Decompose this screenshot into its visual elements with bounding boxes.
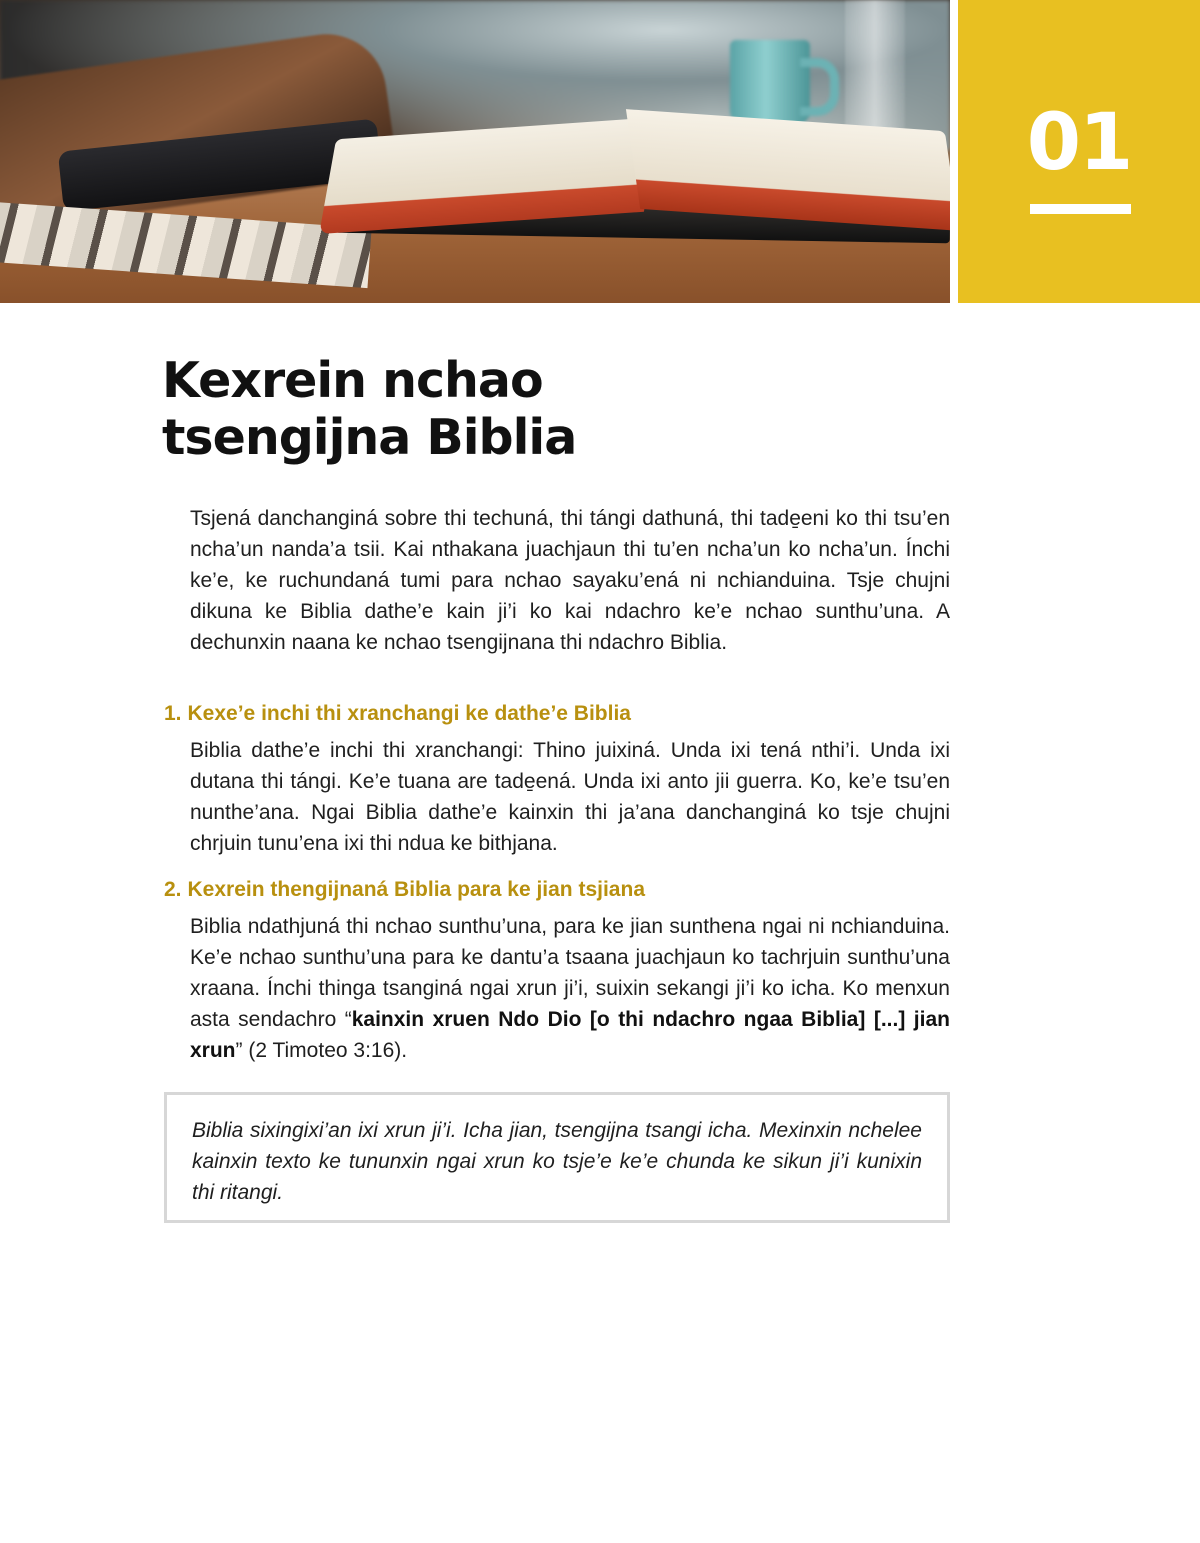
mug-handle: [800, 58, 839, 116]
title-line-2: tsengijna Biblia: [162, 409, 577, 466]
page-title: [162, 352, 962, 466]
chapter-tab: [958, 0, 1200, 303]
section-heading-text: Kexrein thengijnaná Biblia para ke jian tsjiana: [187, 878, 645, 901]
section-body-2: [190, 911, 950, 1066]
chapter-number: 01: [1026, 98, 1132, 188]
note-text: Biblia sixingixi’an ixi xrun ji’i. Icha jian, tsengijna tsangi icha. Mexinxin nchelee kainxin texto ke tununxin ngai xrun ko tsje’e ke’e chunda ke sikun ji’i kunixin thi ritangi.: [192, 1119, 922, 1204]
section-body-1: Biblia dathe’e inchi thi xranchangi: Thino juixiná. Unda ixi tená nthi’i. Unda ixi dutana thi tángi. Ke’e tuana are tade̱ená. Unda ixi anto jii guerra. Ko, ke’e tsu’en nunthe’ana. Ngai Biblia dathe’e kainxin thi ja’ana danchanginá ko tsje chujni chrjuin tunu’ena ixi thi ndua ke bithjana.: [190, 739, 950, 855]
section-number: 2.: [164, 878, 182, 901]
chapter-underline: [1030, 204, 1131, 214]
scripture-quote: kainxin xruen Ndo Dio [o thi ndachro ngaa Biblia] [...] jian xrun: [190, 1008, 950, 1062]
title-line-1: Kexrein nchao: [162, 352, 543, 409]
section-body-text: Biblia ndathjuná thi nchao sunthu’una, para ke jian sunthena ngai ni nchianduina. Ke’e nchao sunthu’una para ke dantu’a tsaana juachjaun ko tachrjuin sunthu’una xraana. Ínchi thinga tsanginá ngai xrun ji’i, suixin sekangi ji’i ko icha. Ko menxun asta sendachro “: [190, 915, 950, 1031]
scripture-reference: ” (2 Timoteo 3:16).: [235, 1039, 408, 1062]
note-box: [164, 1092, 950, 1223]
section-heading-2: [164, 876, 645, 904]
header-photo: [0, 0, 950, 303]
section-heading-1: [164, 700, 631, 728]
section-number: 1.: [164, 702, 182, 725]
teal-mug: [730, 40, 810, 125]
section-heading-text: Kexe’e inchi thi xranchangi ke dathe’e Biblia: [187, 702, 631, 725]
intro-paragraph: Tsjená danchanginá sobre thi techuná, thi tángi dathuná, thi tade̱eni ko thi tsu’en ncha’un nanda’a tsii. Kai nthakana juachjaun thi tu’en ncha’un ko ncha’un. Ínchi ke’e, ke ruchundaná tumi para nchao sayaku’ená ni nchianduina. Tsje chujni dikuna ke Biblia dathe’e kain ji’i ko kai ndachro ke’e nchao sunthu’una. A dechunxin naana ke nchao tsengijnana thi ndachro Biblia.: [190, 507, 950, 654]
